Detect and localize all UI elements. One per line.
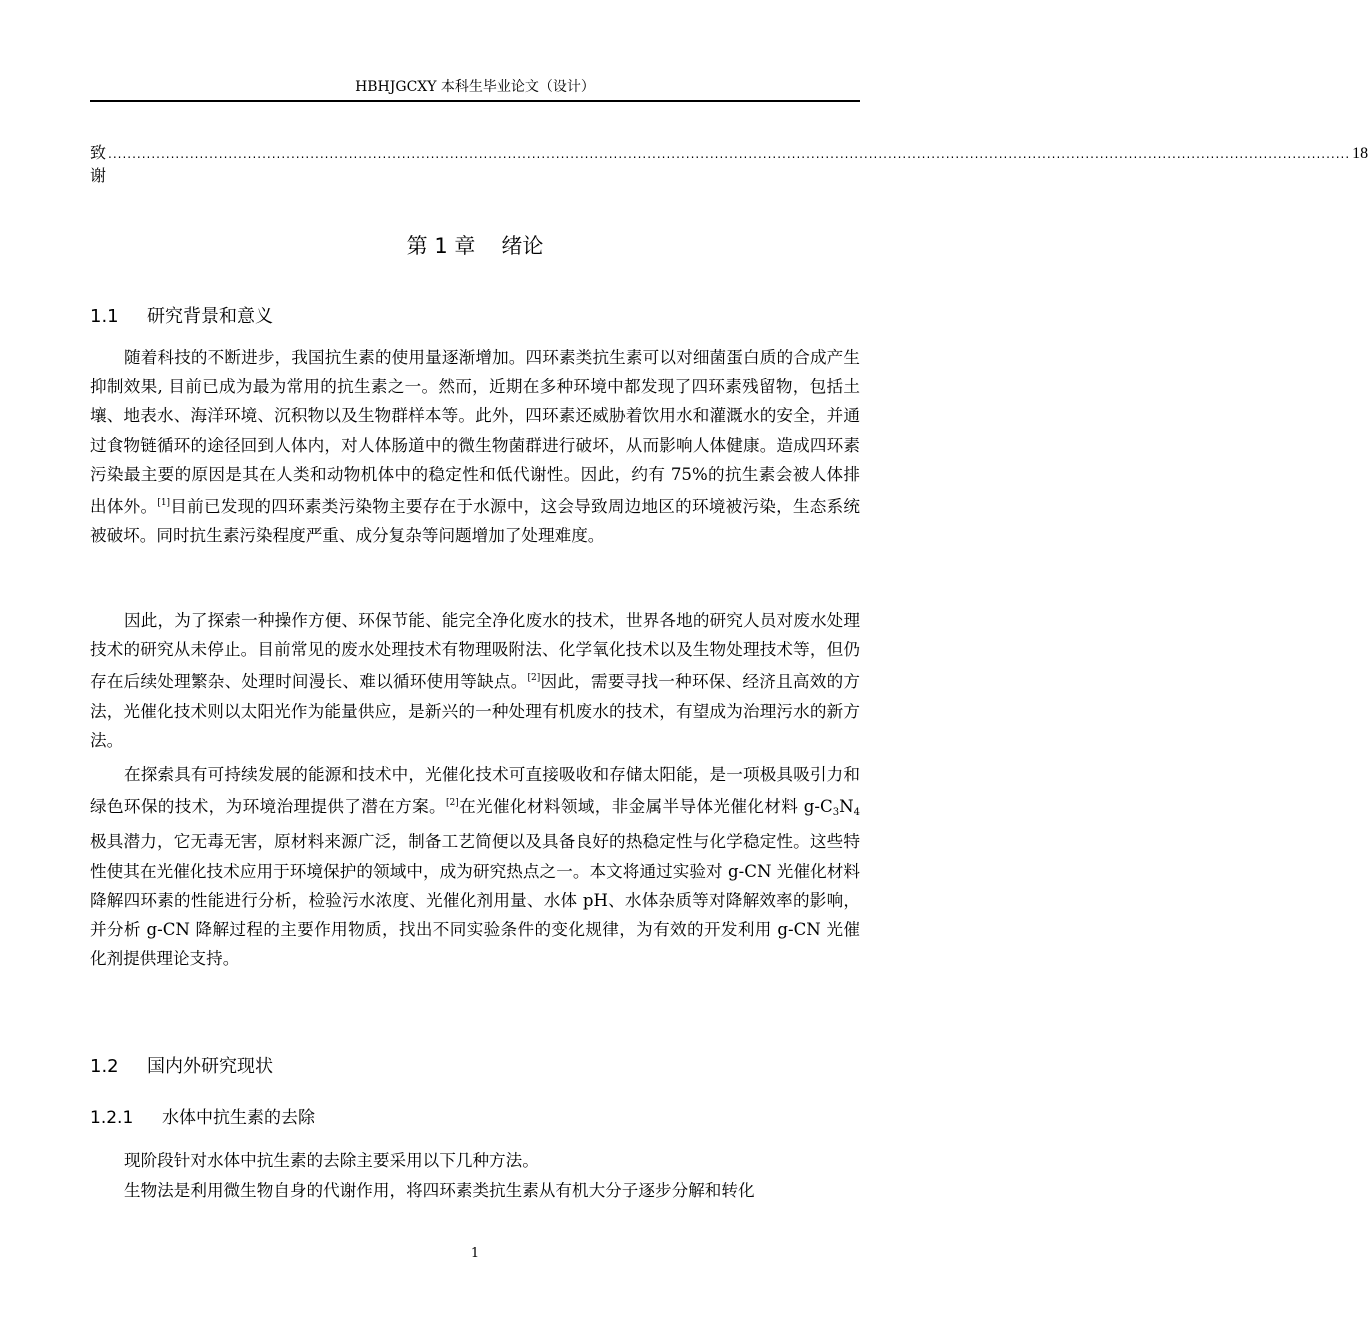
paragraph-4: 现阶段针对水体中抗生素的去除主要采用以下几种方法。 (124, 1151, 539, 1170)
section-heading-1-1 (90, 304, 273, 330)
citation[interactable]: [1] (157, 498, 171, 509)
page-header: HBHJGCXY 本科生毕业论文（设计） (355, 79, 595, 95)
paragraph-text: 因此，需要寻找一种环保、经济且高效的方法，光催化技术则以太阳光作为能量供应，是新兴的一种处理有机废水的技术，有望成为治理污水的新方法。 (90, 672, 861, 750)
paragraph-text: 在光催化材料领域，非金属半导体光催化材料 g-C (458, 797, 833, 817)
paragraph-1 (90, 343, 860, 550)
section-heading-1-2 (90, 1054, 273, 1080)
paragraph-text: N (839, 797, 854, 817)
header-divider (90, 100, 860, 102)
paragraph-text: 因此，为了探索一种操作方便、环保节能、能完全净化废水的技术，世界各地的研究人员对废水处理技术的研究从未停止。目前常见的废水处理技术有物理吸附法、化学氧化技术以及生物处理技术等，但仍存在后续处理繁杂、处理时间漫长、难以循环使用等缺点。 (90, 611, 860, 692)
page-number: 1 (470, 1246, 480, 1261)
paragraph-5: 生物法是利用微生物自身的代谢作用，将四环素类抗生素从有机大分子逐步分解和转化 (124, 1181, 755, 1200)
subsection-number: 1.2.1 (90, 1108, 134, 1128)
chapter-title (90, 232, 860, 260)
citation[interactable]: [2] (527, 673, 541, 684)
subscript: 4 (853, 807, 860, 819)
toc-page-number: 18 (1352, 145, 1368, 162)
chapter-name: 绪论 (501, 234, 544, 258)
chapter-number: 第 1 章 (406, 234, 476, 258)
section-number: 1.1 (90, 306, 119, 327)
paragraph-text: 目前已发现的四环素类污染物主要存在于水源中，这会导致周边地区的环境被污染，生态系统被破坏。同时抗生素污染程度严重、成分复杂等问题增加了处理难度。 (90, 497, 860, 546)
paragraph-text: 极具潜力，它无毒无害，原材料来源广泛，制备工艺简便以及具备良好的热稳定性与化学稳定性。这些特性使其在光催化技术应用于环境保护的领域中，成为研究热点之一。本文将通过实验对 g-CN 光催化材料降解四环素的性能进行分析，检验污水浓度、光催化剂用量、水体 pH、水体杂质等对降解效率的影响，并分析 g-CN 降解过程的主要作用物质，找出不同实验条件的变化规律，为有效的开发利用 g-CN 光催化剂提供理论支持。 (90, 832, 860, 969)
paragraph-text: 在探索具有可持续发展的能源和技术中，光催化技术可直接吸收和存储太阳能，是一项极具吸引力和绿色环保的技术，为环境治理提供了潜在方案。 (90, 765, 860, 817)
toc-entry-acknowledgements[interactable] (90, 140, 1368, 185)
toc-entry-label: 致谢 (90, 143, 107, 185)
toc-dot-leader: .................................................................................................................................................................................................................................................................. (108, 147, 1351, 161)
section-title: 研究背景和意义 (147, 306, 273, 327)
citation[interactable]: [2] (446, 798, 459, 809)
section-number: 1.2 (90, 1056, 119, 1077)
subscript: 3 (832, 807, 840, 819)
section-title: 国内外研究现状 (147, 1056, 273, 1077)
subsection-heading-1-2-1 (90, 1105, 315, 1131)
paragraph-3 (90, 760, 860, 973)
paragraph-text: 随着科技的不断进步，我国抗生素的使用量逐渐增加。四环素类抗生素可以对细菌蛋白质的合成产生抑制效果, 目前已成为最为常用的抗生素之一。然而，近期在多种环境中都发现了四环素残留物，包括土壤、地表水、海洋环境、沉积物以及生物群样本等。此外，四环素还威胁着饮用水和灌溉水的安全，并通过食物链循环的途径回到人体内，对人体肠道中的微生物菌群进行破坏，从而影响人体健康。造成四环素污染最主要的原因是其在人类和动物机体中的稳定性和低代谢性。因此，约有 75%的抗生素会被人体排出体外。 (90, 348, 860, 517)
paragraph-2 (90, 606, 860, 755)
subsection-title: 水体中抗生素的去除 (162, 1108, 315, 1128)
